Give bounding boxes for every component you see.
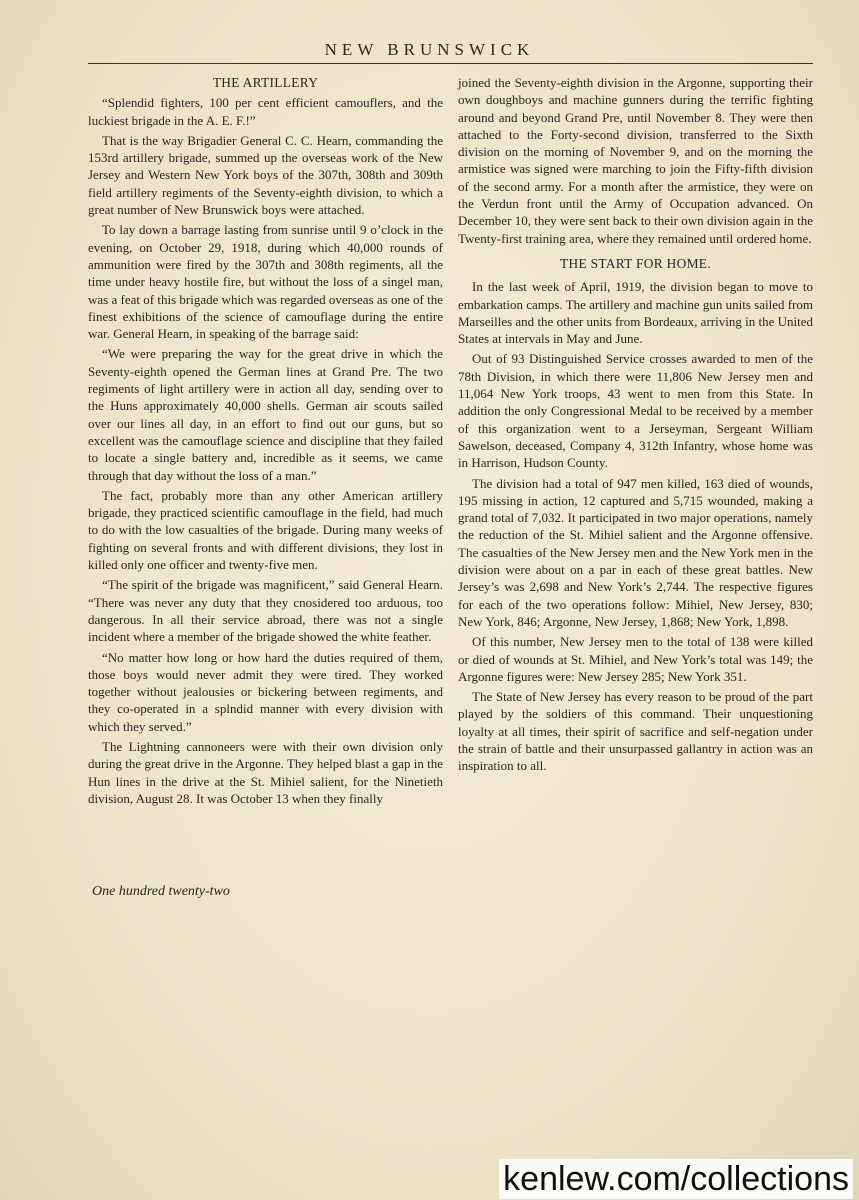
paragraph: “The spirit of the brigade was magnificent,” said General Hearn. “There was never any duty that they cnosidered too arduous, too dangerous. In all their service abroad, there was not a single incident where a member of the brigade showed the white feather.: [88, 577, 443, 645]
paragraph: The division had a total of 947 men killed, 163 died of wounds, 195 missing in action, 12 captured and 5,715 wounded, making a grand total of 7,032. It participated in two major operations, namely the reduction of the St. Mihiel salient and the Argonne offensive. The casualties of the New Jersey men and the New York men in the division were about on a par in each of these great battles. New Jersey’s was 2,698 and New York’s 2,744. The respective figures for each of the two operations follow: Mihiel, New Jersey, 830; New York, 846; Argonne, New Jersey, 1,868; New York, 1,898.: [458, 475, 813, 629]
paragraph: The State of New Jersey has every reason to be proud of the part played by the soldiers of this command. Their unquestioning loyalty at all times, their spirit of sacrifice and self-negation under the strain of battle and their unsurpassed gallantry in action was an inspiration to all.: [458, 689, 813, 774]
paragraph: Of this number, New Jersey men to the total of 138 were killed or died of wounds at St. Mihiel, and New York’s total was 149; the Argonne figures were: New Jersey 285; New York 351.: [458, 634, 813, 684]
section-title-start-for-home: THE START FOR HOME.: [560, 255, 711, 271]
right-column: [458, 74, 813, 778]
watermark-url: kenlew.com/collections: [499, 1159, 853, 1199]
paragraph: “We were preparing the way for the great drive in which the Seventy-eighth opened the German lines at Grand Pre. The two regiments of light artillery were in action all day, sending over to the Huns approximately 40,000 shells. German air scouts sailed over our lines all day, in an effort to find out our guns, but so excellent was the camouflage science and discipline that they failed to locate a single battery and, incredible as it seems, we came through that day without the loss of a man.”: [88, 346, 443, 483]
left-column: [88, 74, 443, 810]
paragraph: “No matter how long or how hard the duties required of them, those boys would never admit they were tired. They worked together without jealousies or bickering between regiments, and they co-operated in a splndid manner with every division with which they served.”: [88, 649, 443, 734]
paragraph: In the last week of April, 1919, the division began to move to embarkation camps. The artillery and machine gun units sailed from Marseilles and the other units from Bordeaux, arriving in the United States at intervals in May and June.: [458, 279, 813, 347]
header-rule: [88, 63, 813, 64]
paragraph: That is the way Brigadier General C. C. Hearn, commanding the 153rd artillery brigade, summed up the overseas work of the New Jersey and Western New York boys of the 307th, 308th and 309th field artillery regiments of the Seventy-eighth division, to which a great number of New Brunswick boys were attached.: [88, 132, 443, 218]
paragraph: The fact, probably more than any other American artillery brigade, they practiced scientific camouflage in the field, had much to do with the low casualties of the brigade. During many weeks of fighting on several fronts and with different divisions, they lost in killed only one officer and twenty-five men.: [88, 487, 443, 573]
paragraph: The Lightning cannoneers were with their own division only during the great drive in the Argonne. They helped blast a gap in the Hun lines in the drive at the St. Mihiel salient, for the Ninetieth division, August 28. It was October 13 when they finally: [88, 738, 443, 806]
page-number: One hundred twenty-two: [92, 884, 230, 899]
paragraph: Out of 93 Distinguished Service crosses awarded to men of the 78th Division, in which there were 11,806 New Jersey men and 11,064 New York troops, 43 went to men from this State. In addition the only Congressional Medal to be received by a member of this organization went to a Jerseyman, Sergeant William Sawelson, deceased, Company 4, 312th Infantry, whose home was in Harrison, Hudson County.: [458, 351, 813, 471]
paragraph-continued: joined the Seventy-eighth division in the Argonne, supporting their own doughboys and machine gunners during the terrific fighting around and beyond Grand Pre, until November 8. They were then attached to the Forty-second division, transferred to the Sixth division on the morning of November 9, and on the morning the armistice was signed were marching to join the Fifty-fifth division of the second army. For a month after the armistice, they were on the Verdun front until the Army of Occupation advanced. On December 10, they were sent back to their own division again in the Twenty-first training area, where they remained until ordered home.: [458, 75, 813, 246]
paragraph: To lay down a barrage lasting from sunrise until 9 o’clock in the evening, on October 29, 1918, during which 40,000 rounds of ammunition were fired by the 307th and 308th regiments, all the time under heavy hostile fire, but without the loss of a singel man, was a feat of this brigade which was regarded overseas as one of the finest exhibitions of the science of camouflage during the entire war. General Hearn, in speaking of the barrage said:: [88, 222, 443, 342]
section-title-artillery: THE ARTILLERY: [212, 75, 319, 90]
paragraph: “Splendid fighters, 100 per cent efficient camouflers, and the luckiest brigade in the A. E. F.!”: [88, 95, 443, 128]
running-head-title: NEW BRUNSWICK: [324, 40, 535, 59]
